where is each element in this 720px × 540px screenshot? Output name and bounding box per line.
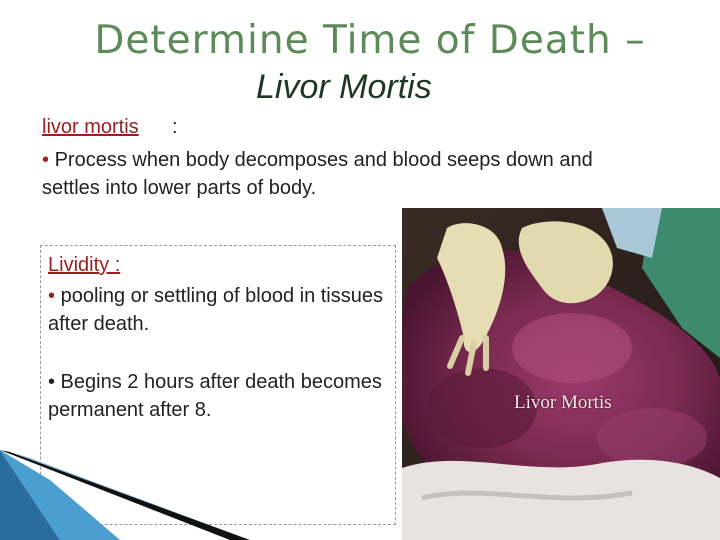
photo-caption: Livor Mortis bbox=[514, 392, 612, 413]
slide-accent-decoration bbox=[0, 440, 400, 540]
slide-subtitle: Livor Mortis bbox=[256, 68, 432, 106]
definition-colon: : bbox=[172, 116, 178, 138]
bullet-icon: • bbox=[42, 149, 50, 171]
lividity-text-block bbox=[48, 282, 388, 338]
definition-term: livor mortis bbox=[42, 116, 139, 138]
lividity-timing: • Begins 2 hours after death becomes permanent after 8. bbox=[48, 371, 382, 421]
lividity-definition: pooling or settling of blood in tissues after death. bbox=[48, 285, 383, 335]
livor-mortis-photo bbox=[402, 208, 720, 540]
definition-text-block bbox=[42, 146, 612, 202]
definition-text: Process when body decomposes and blood seeps down and settles into lower parts of body. bbox=[42, 149, 593, 199]
slide-title: Determine Time of Death – bbox=[94, 18, 646, 63]
lividity-term: Lividity : bbox=[48, 254, 121, 276]
bullet-icon: • bbox=[48, 285, 56, 307]
